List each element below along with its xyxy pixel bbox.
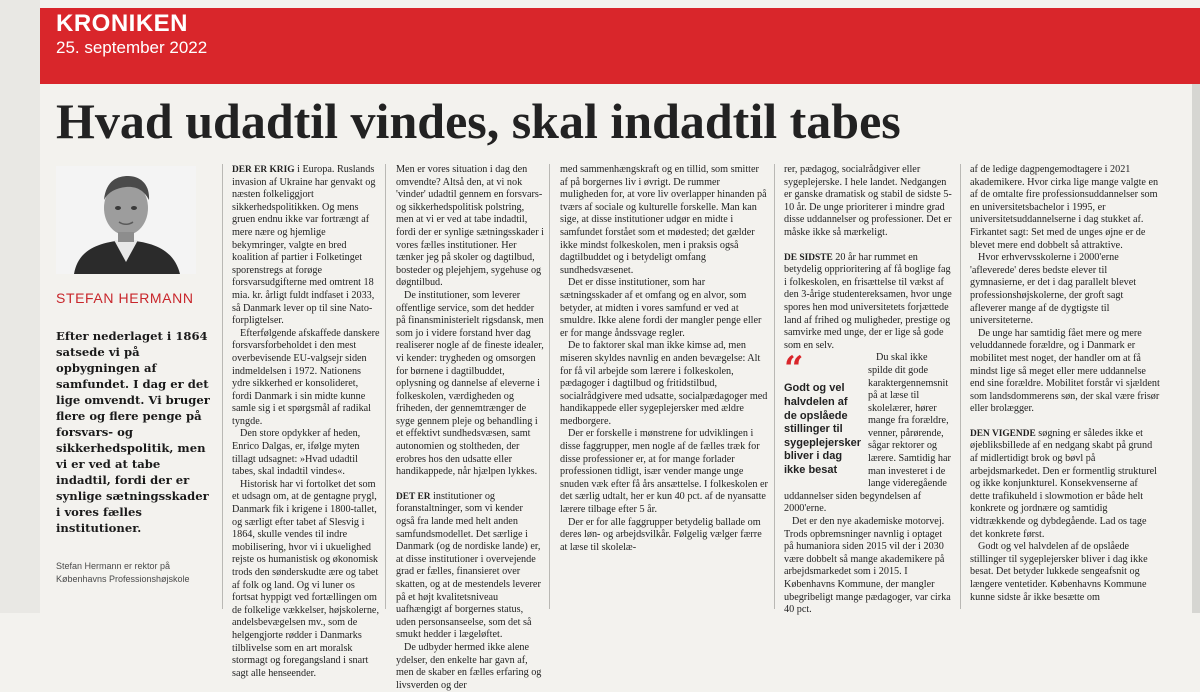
- article-paragraph: af de ledige dagpengemodtagere i 2021 akademikere. Hvor cirka lige mange valgte en af de omtalte fire professionsuddannelser som en universitetsbachelor i 1995, er universitetsuddannelserne i dag stukket af. Firkantet sagt: Set med de unges øjne er de blevet mere end dobbelt så attraktive.: [970, 164, 1159, 251]
- paragraph-lead-in: DET ER: [396, 491, 431, 502]
- article-paragraph: [784, 252, 954, 353]
- article-paragraph: Der er for alle faggrupper betydelig ballade om deres løn- og arbejdsvilkår. Følgelig vælger færre at læse til skolelæ-: [560, 516, 762, 553]
- article-lede: Efter nederlaget i 1864 satsede vi på opbygningen af samfundet. I dag er det lige omvendt. Vi bruger flere og flere penge på forsvars- og sikkerhedspolitik, men vi er ved at tabe indadtil, fordi der er synlige sætningsskader i vores fælles institutioner.: [56, 329, 210, 535]
- article-paragraph: De udbyder hermed ikke alene ydelser, den enkelte har gavn af, men de skaber en fælles erfaring og livsverden og der: [396, 641, 542, 691]
- section-title: KRONIKEN: [56, 10, 189, 37]
- column-rule: [960, 164, 961, 609]
- paragraph-text: søgning er således ikke et øjebliksbillede af en nedgang skabt på grund af midlertidigt brok og bøvl på arbejdsmarkedet. Den er formentlig strukturel og ikke konjunkturel. Konsekvenserne af dette trafikuheld i slowmotion er både helt konkrete og jordnære og samtidig vidtrækkende og dybdegående. Lad os tage det konkrete først.: [970, 427, 1157, 540]
- paragraph-lead-in: DE SIDSTE: [784, 252, 833, 263]
- article-paragraph: [970, 428, 1160, 541]
- article-paragraph: Godt og vel halvdelen af de opslåede stillinger til sygeplejersker bliver i dag ikke besat. Det betyder lukkede sengeafsnit og længere ventetider. Københavns Kommune kunne sidste år ikke besætte om: [970, 541, 1148, 603]
- article-paragraph: Der er forskelle i mønstrene for udviklingen i disse faggrupper, men nogle af de fælles træk for disse professioner er, at for mange forlader professionen tidligt, især vender mange unge snuden væk efter få års ansættelse. I folkeskolen er det særlig udtalt, her er kun 40 pct. af de nyansatte lærere tilbage efter 5 år.: [560, 428, 768, 516]
- author-photo: [56, 166, 196, 274]
- article-paragraph: De unge har samtidig fået mere og mere veluddannede forældre, og i Danmark er mobilitet mest noget, der handler om at få mindst lige så meget eller mere uddannelse end sine forældre. Mobilitet forstår vi sjældent som landsdommerens søn, der skal være frisør eller brolægger.: [970, 327, 1160, 415]
- article-paragraph: [232, 164, 380, 328]
- article-paragraph: rer, pædagog, socialrådgiver eller sygeplejerske. I hele landet. Nedgangen er ganske dramatisk og stabil de sidste 5-10 år. De unge prioriterer i mindre grad disse uddannelser og professioner. Det er måske ikke så mærkeligt.: [784, 164, 952, 238]
- article-paragraph: De to faktorer skal man ikke kimse ad, men miseren skyldes navnlig en anden bevægelse: Alt for få vil arbejde som lærere i folkeskolen, pædagoger i dagtilbud og fritidstilbud, socialrådgivere med udsatte, socialpædagoger med handikappede eller sygeplejersker med ældre medborgere.: [560, 340, 768, 427]
- article-paragraph: Den store opdykker af heden, Enrico Dalgas, er, ifølge myten tillagt udsagnet: »Hvad udadtil tabes, skal indadtil vindes«.: [232, 428, 361, 478]
- article-paragraph: [396, 491, 544, 642]
- author-portrait-icon: [56, 166, 196, 274]
- right-page-edge: [1192, 84, 1200, 613]
- paragraph-lead-in: DEN VIGENDE: [970, 428, 1036, 439]
- article-column-2: [396, 164, 544, 691]
- column-rule: [385, 164, 386, 609]
- quote-mark-icon: “: [784, 349, 804, 390]
- left-page-edge: [0, 0, 40, 613]
- article-column-5: [970, 164, 1160, 612]
- paragraph-text: 20 år har rummet en betydelig opprioritering af få boglige fag i folkeskolen, en frisættelse til vækst af den 3-årige studentereksamen, hvor unge spores hen mod universitetets forjættede land af frihed og muligheder, prestige og samvirke med unge, der er lige så gode som en selv.: [784, 251, 952, 351]
- publication-date: 25. september 2022: [56, 38, 208, 57]
- article-column-4: [784, 164, 954, 616]
- column-rule: [549, 164, 550, 609]
- author-byline: STEFAN HERMANN: [56, 290, 194, 306]
- pull-quote: [784, 349, 862, 477]
- pull-quote-text: Godt og vel halvdelen af de opslåede stillinger til sygeplejersker bliver i dag ikke besat: [784, 382, 862, 476]
- article-paragraph: Historisk har vi fortolket det som et udsagn om, at de gentagne prygl, Danmark fik i krigene i 1800-tallet, og særligt efter tabet af Slesvig i 1864, skulle vendes til indre mobilisering, hvor vi i ukuelighed rejste os humanistisk og økonomisk trods den sønderskudte ære og tabet af folk og land. Og vi luner os fortsat hyppigt ved fortællingen om de folkelige vækkelser, højskolerne, andelsbevægelsen mv., som de helgengjorte rødder i Danmarks tilblivelse som en art moralsk stormagt og foregangsland i snart sagt alle henseender.: [232, 478, 379, 679]
- column-rule: [222, 164, 223, 609]
- article-paragraph: Men er vores situation i dag den omvendte? Altså den, at vi nok 'vinder' udadtil gennem en forsvars- og sikkerhedspolitisk polstring, men at vi er ved at tabe indadtil, fordi der er synlige sætningsskader i vores fælles institutioner. Her tænker jeg på skoler og dagtilbud, bosteder og plejehjem, sygehuse og døgntilbud.: [396, 164, 544, 289]
- author-bio: Stefan Hermann er rektor på Københavns Professionshøjskole: [56, 561, 190, 584]
- column-rule: [774, 164, 775, 609]
- section-banner: [40, 8, 1200, 84]
- article-column-3: [560, 164, 768, 612]
- article-paragraph: Hvor erhvervsskolerne i 2000'erne 'afleverede' deres bedste elever til gymnasierne, er det i dag parallelt blevet professionshøjskolerne, der groft sagt afleverer mange af de dygtigste til universiteterne.: [970, 252, 1137, 327]
- article-headline: Hvad udadtil vindes, skal indadtil tabes: [56, 93, 901, 149]
- paragraph-lead-in: DER ER KRIG: [232, 165, 295, 175]
- article-paragraph: De institutioner, som leverer offentlige service, som det hedder på finansministerielt rigsdansk, men som jo i videre forstand hver dag realiserer nogle af de fineste idealer, vi kender: trygheden og omsorgen for børnene i dagtilbuddet, oplysning og dannelse af eleverne i folkeskolen, værdigheden og friheden, der gennemtrænger de syge gennem pleje og behandling i et effektivt sundhedsvæsen, samt autonomien og stoltheden, der erobres hos den udsatte eller handikappede, når hjælpen lykkes.: [396, 289, 544, 478]
- article-column-1: [232, 164, 380, 679]
- paragraph-text: i Europa. Ruslands invasion af Ukraine har genvakt og næsten folkeliggjort sikkerhedspolitikken. Og mens gruen endnu ikke var fortrængt af mere nære og hjemlige bekymringer, valgte en bred koalition af partier i Folketinget sporenstregs at forøge forsvarsudgifterne med omtrent 18 mia. kr. årligt fuldt indfaset i 2033, så Danmark lever op til sine Nato-forpligtelser.: [232, 164, 376, 327]
- article-paragraph: Du skal ikke spilde dit gode karaktergennemsnit på at læse til skolelærer, hører mange fra forældre, venner, pårørende, sågar rektorer og lærere. Samtidig har man investeret i de lange videregående uddannelser siden begyndelsen af 2000'erne.: [784, 352, 951, 515]
- article-paragraph: med sammenhængskraft og en tillid, som smitter af på borgernes liv i øvrigt. De rummer muligheden for, at vore liv overlapper hinanden på tværs af sociale og kulturelle forskelle. Man kan sige, at disse institutioner udgør en midte i samfundet forstået som et mødested; det gælder ikke mindst folkeskolen, men i praksis også dagtilbuddet og i betydeligt omfang sundhedsvæsenet.: [560, 164, 767, 276]
- article-paragraph: Det er disse institutioner, som har sætningsskader af et omfang og en alvor, som betyder, at midten i vores samfund er ved at smuldre. Ikke alene fordi der mangler penge eller er for mange åndssvage regler.: [560, 277, 762, 339]
- article-paragraph: Det er den nye akademiske motorvej. Trods opbremsninger navnlig i optaget på humaniora siden 2015 vil der i 2030 være dobbelt så mange akademikere på arbejdsmarkedet som i 2015. I Københavns Kommune, der mangler ubegribeligt mange pædagoger, var cirka 40 pct.: [784, 516, 951, 616]
- paragraph-text: institutioner og foranstaltninger, som vi kender også fra lande med helt anden samfundsmodellet. Det særlige i Danmark (og de nordiske lande) er, at disse institutioner i overvejende grad er fælles, finansieret over skatten, og at de mestendels leverer på et højt kvalitetsniveau uafhængigt af borgernes status, uden personsanseelse, som det så smukt hedder i lægeløftet.: [396, 490, 541, 641]
- article-paragraph: Efterfølgende afskaffede danskere forsvarsforbeholdet i den mest overbevisende EU-valgsejr siden indmeldelsen i 1972. Nationens ydre sikkerhed er konsolideret, fordi Danmark i sin midte kunne samle sig i et spørgsmål af radikal tyngde.: [232, 327, 380, 427]
- top-strip: [0, 0, 1200, 8]
